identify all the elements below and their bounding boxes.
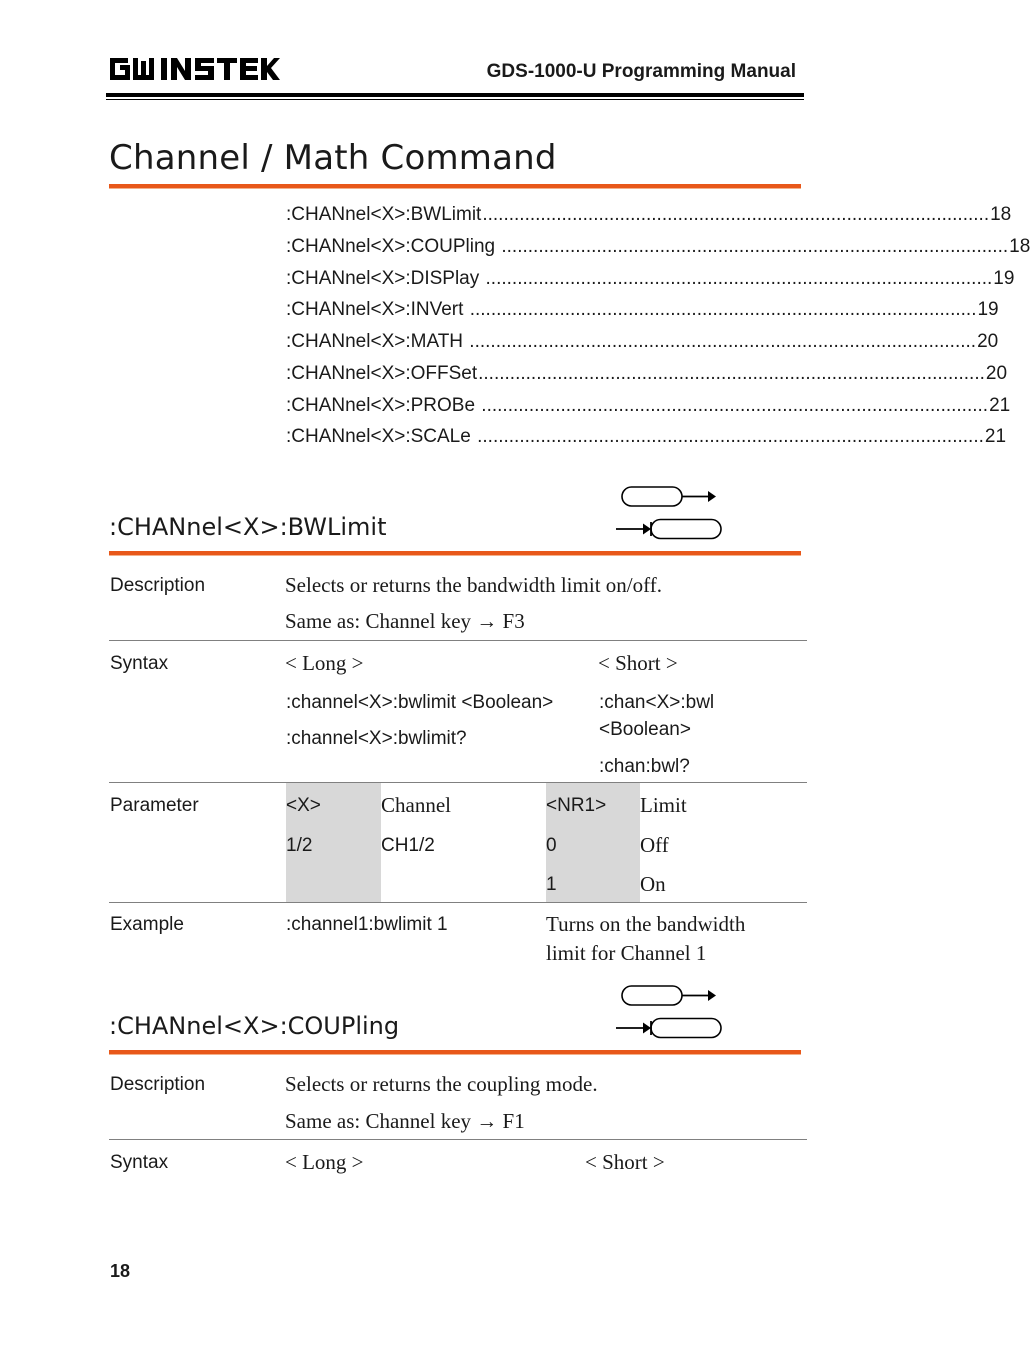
- syntax-short-set: :chan<X>:bwl: [599, 692, 715, 713]
- set-command-icon: [622, 487, 716, 506]
- page-title: Channel / Math Command: [109, 138, 557, 178]
- syntax-long-query: :channel<X>:bwlimit?: [286, 728, 467, 749]
- toc-item[interactable]: :CHANnel<X>:SCALe ................................................................................................ 21: [286, 426, 1007, 447]
- section-rule: [109, 551, 801, 555]
- header-rule-thin: [106, 99, 804, 100]
- section-title-coupling: :CHANnel<X>:COUPling: [109, 1012, 400, 1040]
- header-rule: [106, 93, 804, 97]
- section-title-bwlimit: :CHANnel<X>:BWLimit: [109, 513, 387, 541]
- syntax-long-header: < Long >: [285, 1150, 364, 1174]
- toc-item[interactable]: :CHANnel<X>:COUPling ................................................................................................ 18: [286, 236, 1030, 257]
- toc-item[interactable]: :CHANnel<X>:MATH ................................................................................................ 20: [286, 331, 999, 352]
- query-command-icon: [616, 1019, 721, 1038]
- page-number: 18: [110, 1261, 131, 1281]
- title-rule: [109, 184, 801, 188]
- example-command: :channel1:bwlimit 1: [286, 914, 448, 935]
- description-label: Description: [110, 575, 206, 596]
- toc-item[interactable]: :CHANnel<X>:DISPlay ................................................................................................ 19: [286, 268, 1015, 289]
- example-text-line2: limit for Channel 1: [546, 941, 707, 965]
- example-text: Turns on the bandwidth: [546, 912, 746, 936]
- row-divider: [109, 1139, 807, 1140]
- param-channel-header: Channel: [381, 793, 451, 817]
- set-query-icon: [614, 484, 724, 540]
- section-rule: [109, 1050, 801, 1054]
- set-command-icon: [622, 986, 716, 1005]
- toc-item[interactable]: :CHANnel<X>:PROBe ................................................................................................ 21: [286, 395, 1011, 416]
- query-command-icon: [616, 520, 721, 539]
- row-divider: [109, 902, 807, 903]
- gw-instek-logo: [108, 52, 280, 84]
- syntax-label: Syntax: [110, 1152, 169, 1173]
- toc-item[interactable]: :CHANnel<X>:INVert ................................................................................................ 19: [286, 299, 999, 320]
- syntax-short-header: < Short >: [598, 651, 678, 675]
- param-x-header: <X>: [286, 795, 321, 816]
- set-query-icon: [614, 983, 724, 1039]
- syntax-short-header: < Short >: [585, 1150, 665, 1174]
- parameter-label: Parameter: [110, 795, 199, 816]
- syntax-long-header: < Long >: [285, 651, 364, 675]
- description-text: Selects or returns the coupling mode.: [285, 1072, 598, 1096]
- param-limit-header: Limit: [640, 793, 687, 817]
- description-text: Selects or returns the bandwidth limit on/off.: [285, 573, 662, 597]
- param-nr1-value: 0: [546, 835, 557, 856]
- param-x-value: 1/2: [286, 835, 313, 856]
- row-divider: [109, 782, 807, 783]
- description-same-as: Same as: Channel key → F1: [285, 1109, 525, 1133]
- param-limit-value: On: [640, 872, 666, 896]
- param-limit-value: Off: [640, 833, 669, 857]
- description-label: Description: [110, 1074, 206, 1095]
- toc-item[interactable]: :CHANnel<X>:BWLimit ................................................................................................ 18: [286, 204, 1012, 225]
- svg-text:GW INSTEK: GW INSTEK: [194, 83, 200, 84]
- param-nr1-header: <NR1>: [546, 795, 607, 816]
- param-channel-value: CH1/2: [381, 835, 435, 856]
- syntax-short-query: :chan:bwl?: [599, 756, 690, 777]
- description-same-as: Same as: Channel key → F3: [285, 609, 525, 633]
- example-label: Example: [110, 914, 184, 935]
- syntax-long-set: :channel<X>:bwlimit <Boolean>: [286, 692, 554, 713]
- syntax-label: Syntax: [110, 653, 169, 674]
- toc-item[interactable]: :CHANnel<X>:OFFSet ................................................................................................ 20: [286, 363, 1008, 384]
- row-divider: [109, 640, 807, 641]
- syntax-short-set-arg: <Boolean>: [599, 719, 691, 740]
- param-nr1-value: 1: [546, 874, 557, 895]
- manual-title: GDS-1000-U Programming Manual: [486, 61, 796, 82]
